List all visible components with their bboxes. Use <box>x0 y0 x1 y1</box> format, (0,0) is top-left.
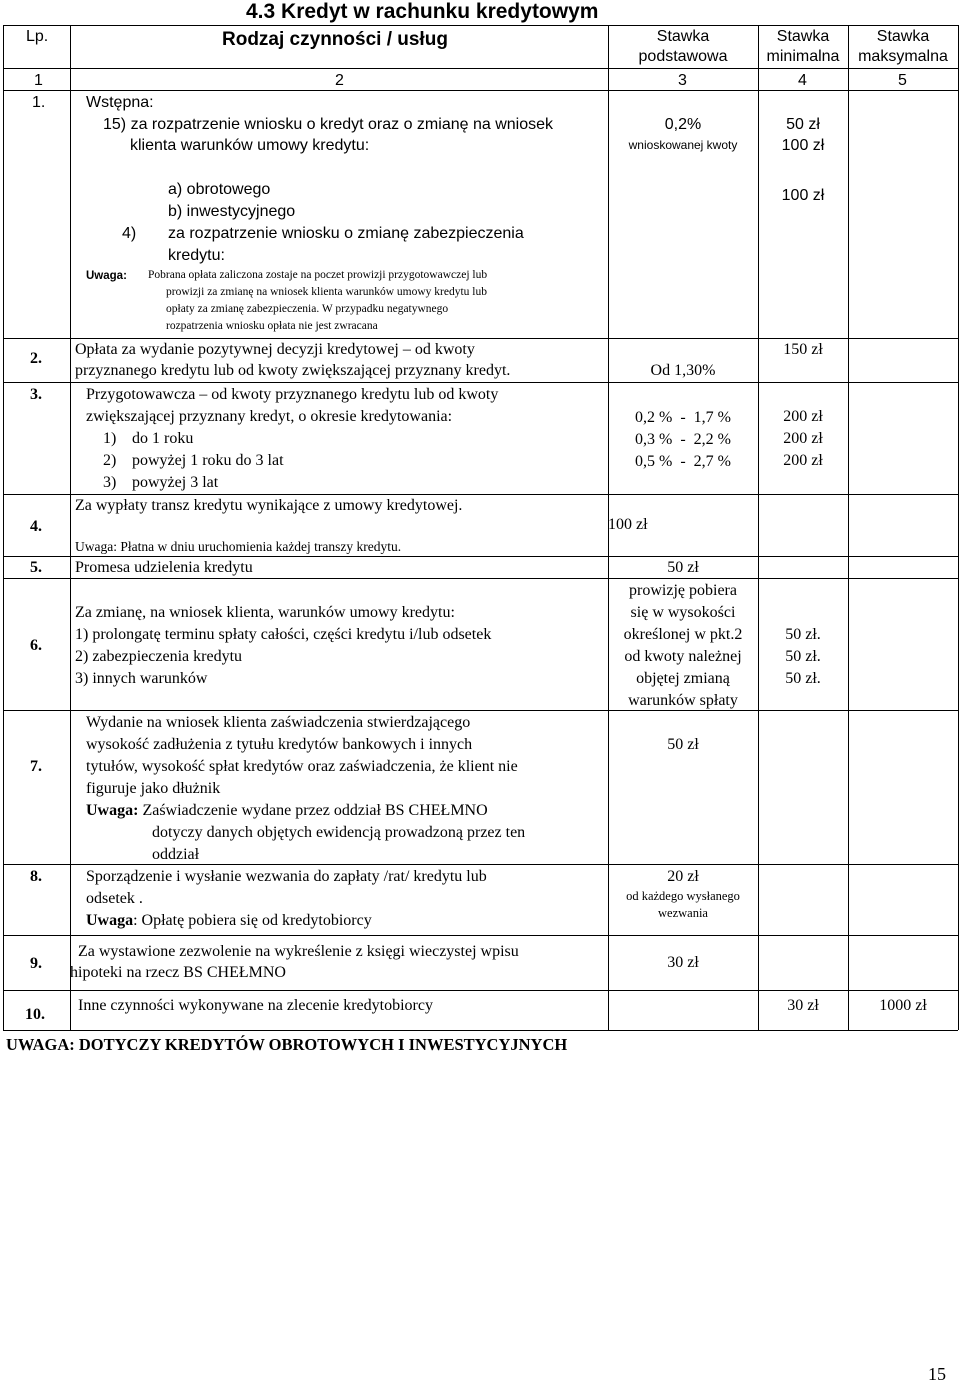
header-stawka-podstawowa-1: Stawka <box>656 28 710 45</box>
note-text: dotyczy danych objętych ewidencją prowadzoną przez ten <box>152 824 526 841</box>
min-value: 100 zł <box>781 187 825 204</box>
row-divider-8 <box>3 935 958 936</box>
header-stawka-minimalna-2: minimalna <box>766 48 840 65</box>
note-label: Uwaga: <box>86 802 139 819</box>
rate-text: określonej w pkt.2 <box>623 626 743 643</box>
row-text: Za wypłaty transz kredytu wynikające z umowy kredytowej. <box>75 497 463 514</box>
rate-text: warunków spłaty <box>628 692 738 709</box>
row-text: odsetek . <box>86 890 143 907</box>
col-number: 2 <box>335 72 344 89</box>
row-text: Za zmianę, na wniosek klienta, warunków umowy kredytu: <box>75 604 455 621</box>
row-number: 6. <box>30 637 42 654</box>
rate-value: Od 1,30% <box>650 362 716 379</box>
row-text: 2) zabezpieczenia kredytu <box>75 648 243 665</box>
page-number: 15 <box>928 1364 946 1384</box>
row-number: 2. <box>30 350 42 367</box>
min-value: 30 zł <box>787 997 819 1014</box>
header-rodzaj: Rodzaj czynności / usług <box>222 29 448 50</box>
rate-note: od każdego wysłanego <box>626 889 740 903</box>
row-text: Za wystawione zezwolenie na wykreślenie z księgi wieczystej wpisu <box>78 943 519 960</box>
page-title: 4.3 Kredyt w rachunku kredytowym <box>246 0 599 23</box>
row-divider-4 <box>3 556 958 557</box>
row-text: figuruje jako dłużnik <box>86 780 221 797</box>
row-number: 1. <box>32 94 46 111</box>
note-label: Uwaga: <box>86 270 127 282</box>
row-text: 3) innych warunków <box>75 670 208 687</box>
row-text: Sporządzenie i wysłanie wezwania do zapłaty /rat/ kredytu lub <box>86 868 487 885</box>
rate-value: 0,2% <box>664 116 702 133</box>
header-stawka-podstawowa-2: podstawowa <box>638 48 728 65</box>
note-text: Pobrana opłata zaliczona zostaje na poczet prowizji przygotowawczej lub <box>148 269 488 281</box>
sub-item: powyżej 1 roku do 3 lat <box>132 452 284 469</box>
row-divider-1 <box>3 338 958 339</box>
row-text: hipoteki na rzecz BS CHEŁMNO <box>70 964 286 981</box>
table-border-top <box>3 25 958 26</box>
col-number: 4 <box>798 72 807 89</box>
row-label: Wstępna: <box>86 94 154 111</box>
row-text: Opłata za wydanie pozytywnej decyzji kredytowej – od kwoty <box>75 341 475 358</box>
row-text: wysokość zadłużenia z tytułu kredytów bankowych i innych <box>86 736 473 753</box>
min-value: 50 zł. <box>785 648 821 665</box>
col-number: 1 <box>34 72 43 89</box>
rate-value: 100 zł <box>608 516 648 533</box>
row-divider-3 <box>3 494 958 495</box>
header-stawka-maksymalna-1: Stawka <box>876 28 930 45</box>
note-line <box>86 912 372 930</box>
sub-item: do 1 roku <box>132 430 194 447</box>
numbers-divider <box>3 90 958 91</box>
row-number: 9. <box>30 955 42 972</box>
rate-text: się w wysokości <box>630 604 736 621</box>
col-divider-lp <box>70 25 71 1030</box>
note-text: opłaty za zmianę zabezpieczenia. W przypadku negatywnego <box>166 303 449 315</box>
rate-value: 50 zł <box>667 736 699 753</box>
row-divider-5 <box>3 578 958 579</box>
header-stawka-maksymalna-2: maksymalna <box>858 48 948 65</box>
min-value: 200 zł <box>783 408 823 425</box>
sub-item-number: 4) <box>122 225 137 242</box>
note-label: Uwaga <box>86 912 134 929</box>
row-text: 15) za rozpatrzenie wniosku o kredyt oraz o zmianę na wniosek <box>103 116 553 133</box>
sub-item: powyżej 3 lat <box>132 474 219 491</box>
min-value: 200 zł <box>783 430 823 447</box>
rate-text: od kwoty należnej <box>624 648 742 665</box>
row-text: zwiększającej przyznany kredyt, o okresie kredytowania: <box>86 408 453 425</box>
header-stawka-minimalna-1: Stawka <box>776 28 830 45</box>
table-border-right <box>958 25 959 1030</box>
note-text: prowizji za zmianę na wniosek klienta warunków umowy kredytu lub <box>166 286 487 298</box>
row-number: 10. <box>25 1006 45 1023</box>
col-divider-minimalna <box>848 25 849 1030</box>
row-number: 8. <box>30 868 42 885</box>
min-value: 50 zł. <box>785 626 821 643</box>
row-text: Wydanie na wniosek klienta zaświadczenia stwierdzającego <box>86 714 471 731</box>
note-text: rozpatrzenia wniosku opłata nie jest zwracana <box>166 320 378 332</box>
row-text: 1) prolongatę terminu spłaty całości, części kredytu i/lub odsetek <box>75 626 492 643</box>
row-text: tytułów, wysokość spłat kredytów oraz zaświadczenia, że klient nie <box>86 758 518 775</box>
rate-value: 50 zł <box>667 559 699 576</box>
rate-value: 0,5 % - 2,7 % <box>635 453 731 470</box>
rate-text: objętej zmianą <box>636 670 730 687</box>
rate-value: 0,3 % - 2,2 % <box>635 431 731 448</box>
header-lp: Lp. <box>26 28 49 45</box>
sub-item: b) inwestycyjnego <box>168 203 296 220</box>
header-divider <box>3 68 958 69</box>
sub-item: a) obrotowego <box>168 181 271 198</box>
row-text: klienta warunków umowy kredytu: <box>130 137 370 154</box>
note-text: : Opłatę pobiera się od kredytobiorcy <box>133 912 372 929</box>
sub-item-number: 2) <box>103 452 117 469</box>
rate-note: wezwania <box>658 906 708 920</box>
row-text: Inne czynności wykonywane na zlecenie kredytobiorcy <box>78 997 433 1014</box>
note-text: Uwaga: Płatna w dniu uruchomienia każdej transzy kredytu. <box>75 539 402 554</box>
row-number: 5. <box>30 559 42 576</box>
rate-text: prowizję pobiera <box>629 582 737 599</box>
rate-value: 20 zł <box>667 868 699 885</box>
col-number: 5 <box>898 72 907 89</box>
sub-item-number: 3) <box>103 474 117 491</box>
min-value: 100 zł <box>781 137 825 154</box>
row-number: 4. <box>30 518 42 535</box>
row-text: Przygotowawcza – od kwoty przyznanego kredytu lub od kwoty <box>86 386 499 403</box>
row-number: 3. <box>30 386 42 403</box>
rate-note: wnioskowanej kwoty <box>628 138 738 152</box>
col-divider-podstawowa <box>758 25 759 1030</box>
min-value: 50 zł <box>786 116 820 133</box>
min-value: 50 zł. <box>785 670 821 687</box>
rate-value: 30 zł <box>667 954 699 971</box>
row-text: przyznanego kredytu lub od kwoty zwiększającej przyznany kredyt. <box>75 362 511 379</box>
note-text: Zaświadczenie wydane przez oddział BS CHEŁMNO <box>138 802 488 819</box>
min-value: 200 zł <box>783 452 823 469</box>
sub-item-number: 1) <box>103 430 117 447</box>
table-border-left <box>3 25 4 1030</box>
note-line <box>86 802 488 820</box>
sub-item: kredytu: <box>168 247 225 264</box>
row-text: Promesa udzielenia kredytu <box>75 559 253 576</box>
min-value: 150 zł <box>783 341 823 358</box>
sub-item: za rozpatrzenie wniosku o zmianę zabezpieczenia <box>168 225 524 242</box>
table-border-bottom <box>3 1030 958 1031</box>
max-value: 1000 zł <box>879 997 927 1014</box>
row-number: 7. <box>30 758 42 775</box>
row-divider-7 <box>3 864 958 865</box>
row-divider-2 <box>3 382 958 383</box>
row-divider-9 <box>3 990 958 991</box>
note-text: oddział <box>152 846 200 863</box>
col-number: 3 <box>678 72 687 89</box>
rate-value: 0,2 % - 1,7 % <box>635 409 731 426</box>
row-divider-6 <box>3 710 958 711</box>
footer-note: UWAGA: DOTYCZY KREDYTÓW OBROTOWYCH I INWESTYCYJNYCH <box>6 1035 568 1054</box>
